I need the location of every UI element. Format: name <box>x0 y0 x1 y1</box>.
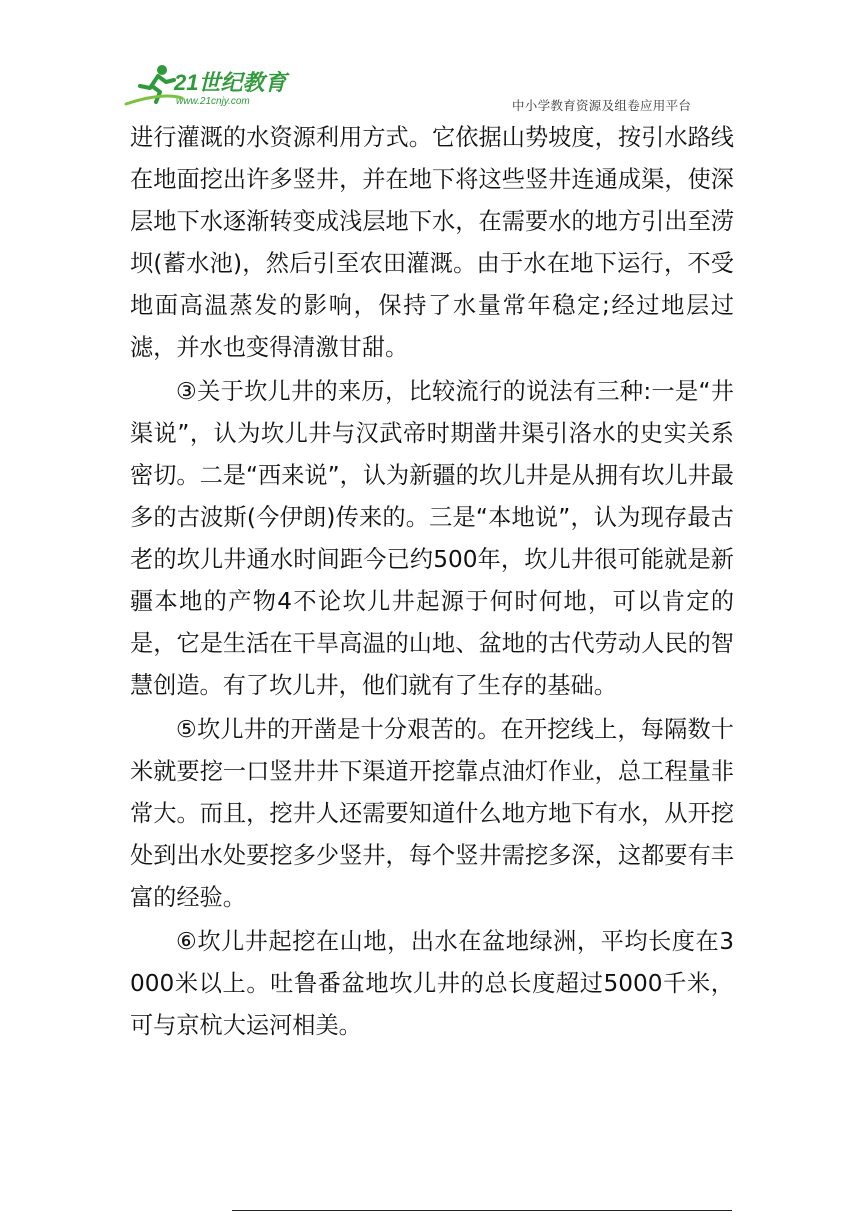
paragraph-3: ③关于坎儿井的来历，比较流行的说法有三种:一是“井渠说”，认为坎儿井与汉武帝时期凿井渠引洛水的史实关系密切。二是“西来说”，认为新疆的坎儿井是从拥有坎儿井最多的古波斯(今伊朗)传来的。三是“本地说”，认为现存最古老的坎儿井通水时间距今已约500年，坎儿井很可能就是新疆本地的产物4不论坎儿井起源于何时何地，可以肯定的是，它是生活在干旱高温的山地、盆地的古代劳动人民的智慧创造。有了坎儿井，他们就有了生存的基础。 <box>130 378 734 699</box>
site-logo <box>122 62 292 112</box>
page-header <box>0 0 860 120</box>
paragraph-6: ⑥坎儿井起挖在山地，出水在盆地绿洲，平均长度在3000米以上。吐鲁番盆地坎儿井的总长度超过5000千米，可与京杭大运河相美。 <box>130 928 734 1039</box>
platform-name: 中小学教育资源及组卷应用平台 <box>512 98 692 113</box>
footer-divider <box>232 1210 732 1211</box>
paragraph-5: ⑤坎儿井的开凿是十分艰苦的。在开挖线上，每隔数十米就要挖一口竖井井下渠道开挖靠点油灯作业，总工程量非常大。而且，挖井人还需要知道什么地方地下有水，从开挖处到出水处要挖多少竖井，每个竖井需挖多深，这都要有丰富的经验。 <box>130 716 734 911</box>
runner-logo-icon <box>122 62 292 112</box>
paragraph-1: 进行灌溉的水资源利用方式。它依据山势坡度，按引水路线在地面挖出许多竖井，并在地下将这些竖井连通成渠，使深层地下水逐渐转变成浅层地下水，在需要水的地方引出至涝坝(蓄水池)，然后引至农田灌溉。由于水在地下运行，不受地面高温蒸发的影响，保持了水量常年稳定;经过地层过滤，并水也变得清激甘甜。 <box>130 124 734 361</box>
article-body <box>130 117 734 1047</box>
svg-text:21世纪教育: 21世纪教育 <box>174 70 287 95</box>
svg-text:www.21cnjy.com: www.21cnjy.com <box>176 96 250 107</box>
